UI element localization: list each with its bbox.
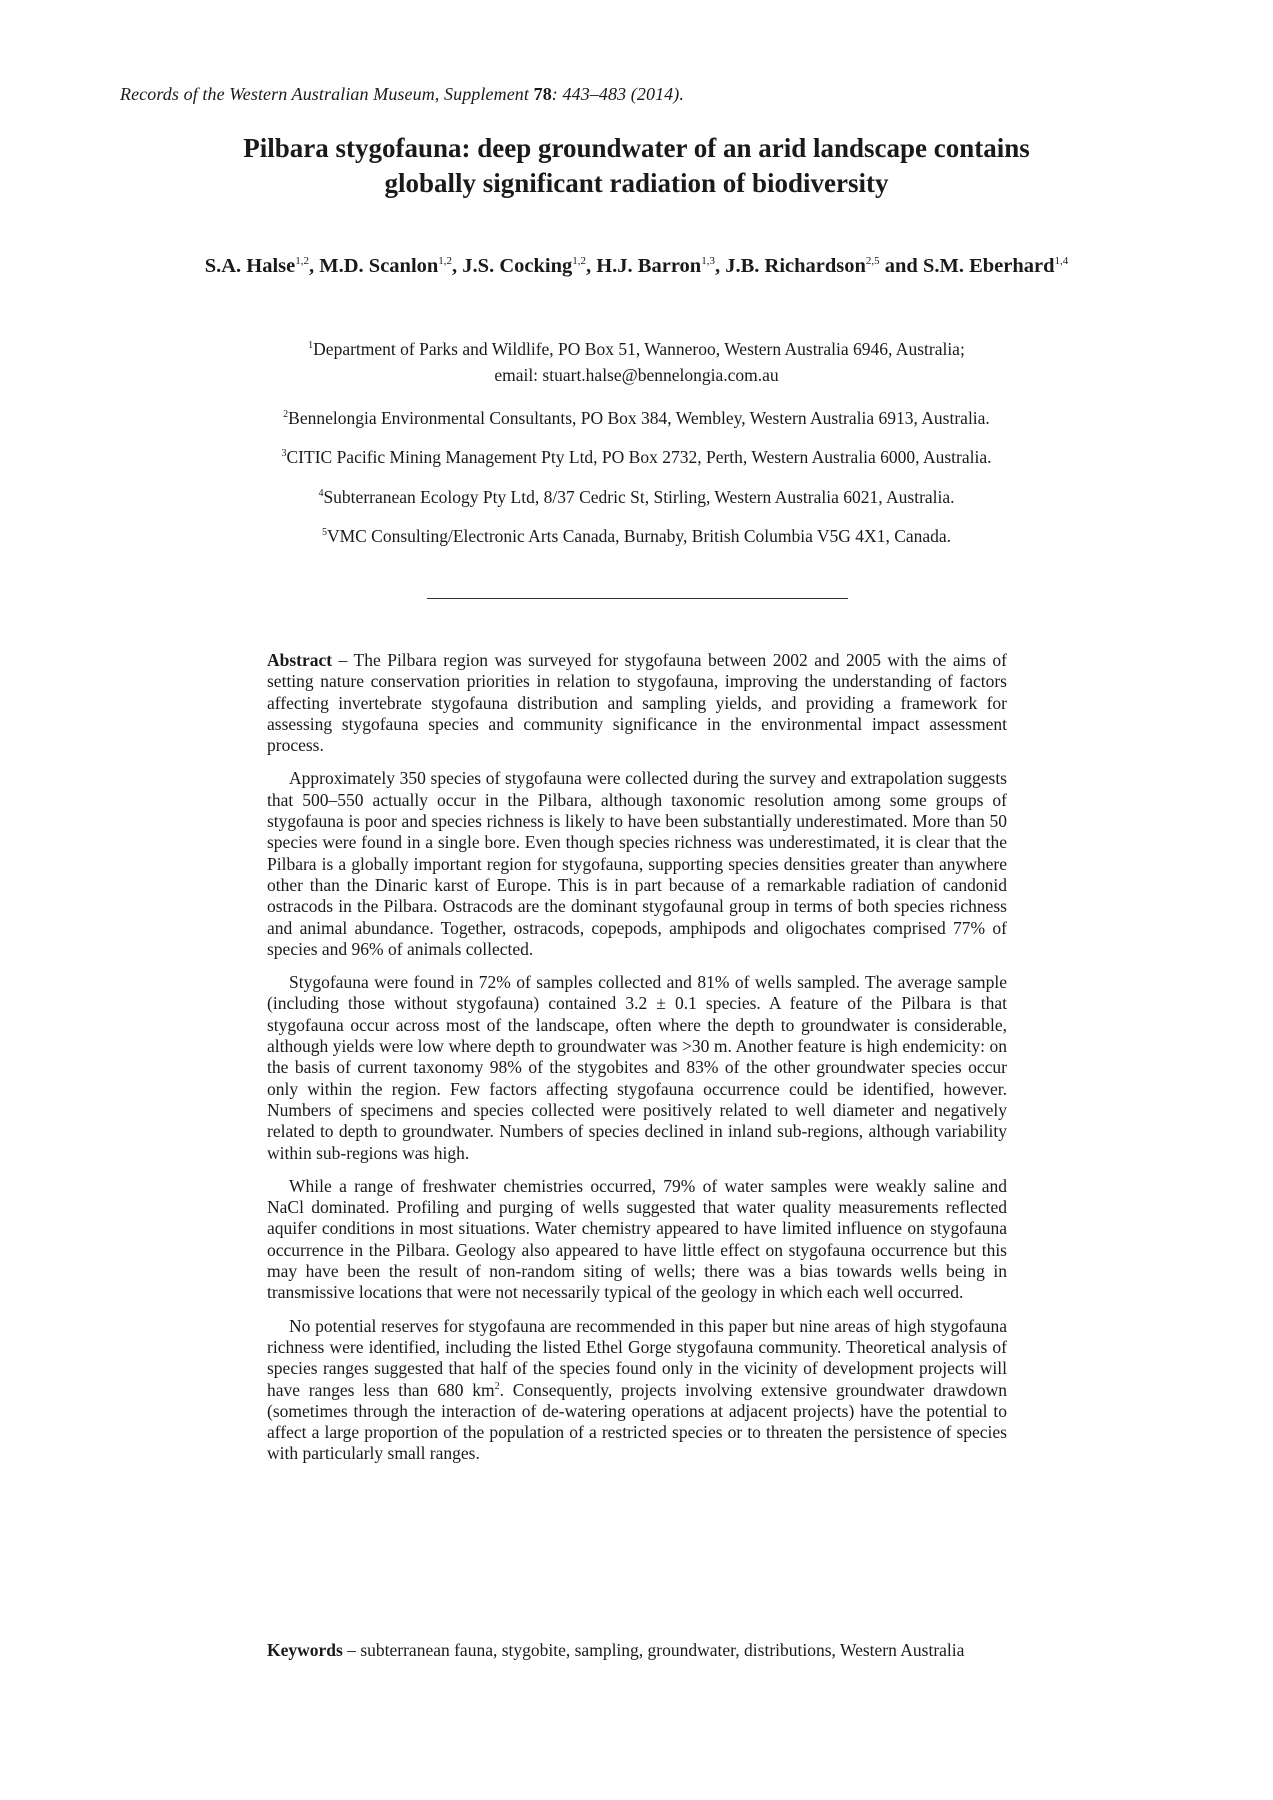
affiliation-4 [100,484,1173,510]
abstract-paragraph-3: Stygofauna were found in 72% of samples collected and 81% of wells sampled. The average sample (including those without stygofauna) contained 3.2 ± 0.1 species. A feature of the Pilbara is that stygofauna occur across most of the landscape, often where the depth to groundwater is considerable, although yields were low where depth to groundwater was >30 m. Another feature is high endemicity: on the basis of current taxonomy 98% of the stygobites and 83% of the other groundwater species occur only within the region. Few factors affecting stygofauna occurrence could be identified, however. Numbers of specimens and species collected were positively related to well diameter and negatively related to depth to groundwater. Numbers of species declined in inland sub-regions, although variability within sub-regions was high. [267,972,1007,1163]
author-separator: , [585,255,597,277]
affiliation-2 [100,405,1173,431]
section-divider [427,598,848,599]
affiliation-1 [100,336,1173,388]
author-affiliation-mark: 2,5 [865,255,880,268]
abstract-paragraph-2: Approximately 350 species of stygofauna were collected during the survey and extrapolation suggests that 500–550 actually occur in the Pilbara, although taxonomic resolution among some groups of stygofauna is poor and species richness is likely to have been substantially underestimated. More than 50 species were found in a single bore. Even though species richness was underestimated, it is clear that the Pilbara is a globally important region for stygofauna, supporting species densities greater than anywhere other than the Dinaric karst of Europe. This is in part because of a remarkable radiation of candonid ostracods in the Pilbara. Ostracods are the dominant stygofaunal group in terms of both species richness and animal abundance. Together, ostracods, copepods, amphipods and oligochates comprised 77% of species and 96% of animals collected. [267,768,1007,959]
abstract-label: Abstract [267,650,333,670]
superscript: 2 [494,1380,500,1392]
journal-pages: : 443–483 (2014). [551,84,684,104]
author-separator: , [452,255,463,277]
abstract-paragraph-1 [267,650,1007,756]
author-name: J.B. Richardson [725,255,866,277]
abstract-text: No potential reserves for stygofauna are recommended in this paper but nine areas of high stygofauna richness were identified, including the listed Ethel Gorge stygofauna community. Theoretical analysis of species ranges suggested that half of the species found only in the vicinity of development projects will have ranges less than 680 km [267,1315,1007,1400]
author-affiliation-mark: 1,2 [572,255,586,268]
affiliation-number: 2 [283,409,289,421]
affiliation-3 [100,444,1173,470]
author-name: H.J. Barron [596,255,702,277]
author-affiliation-mark: 1,2 [295,255,310,268]
abstract [267,650,1007,1477]
author-affiliation-mark: 1,2 [438,255,453,268]
paper-title-line-1: Pilbara stygofauna: deep groundwater of an arid landscape contains [243,133,1030,163]
affiliation-number: 1 [308,340,314,352]
affiliation-email: email: stuart.halse@bennelongia.com.au [494,365,779,385]
journal-name: Records of the Western Australian Museum, Supplement [120,84,534,104]
affiliation-5 [100,523,1173,549]
keywords-text: – subterranean fauna, stygobite, sampling, groundwater, distributions, Western Australia [342,1640,965,1660]
abstract-text: . Consequently, projects involving extensive groundwater drawdown (sometimes through the interaction of de-watering operations at adjacent projects) have the potential to affect a large proportion of the population of a restricted species or to threaten the persistence of species with particularly small ranges. [267,1379,1007,1464]
author-separator: , [309,255,320,277]
affiliation-text: VMC Consulting/Electronic Arts Canada, Burnaby, British Columbia V5G 4X1, Canada. [326,526,952,546]
journal-citation [120,84,684,105]
author-separator: , [714,255,726,277]
author-list [80,255,1193,278]
affiliation-text: Subterranean Ecology Pty Ltd, 8/37 Cedric St, Stirling, Western Australia 6021, Australia. [323,487,955,507]
abstract-paragraph-4: While a range of freshwater chemistries occurred, 79% of water samples were weakly saline and NaCl dominated. Profiling and purging of wells suggested that water quality measurements reflected aquifer conditions in most situations. Water chemistry appeared to have limited influence on stygofauna occurrence in the Pilbara. Geology also appeared to have little effect on stygofauna occurrence but this may have been the result of non-random siting of wells; there was a bias towards wells being in transmissive locations that were not necessarily typical of the geology in which each well occurred. [267,1175,1007,1303]
affiliation-number: 5 [321,527,327,539]
abstract-text: – The Pilbara region was surveyed for stygofauna between 2002 and 2005 with the aims of setting nature conservation priorities in relation to stygofauna, improving the understanding of factors affecting invertebrate stygofauna distribution and sampling yields, and providing a framework for assessing stygofauna species and community significance in the environmental impact assessment process. [267,650,1007,756]
abstract-paragraph-5 [267,1316,1007,1465]
author-name: S.A. Halse [204,255,296,277]
keywords-label: Keywords [267,1640,343,1660]
paper-title-line-2: globally significant radiation of biodiversity [384,168,889,198]
affiliation-number: 4 [318,488,324,500]
author-separator: and [879,255,923,277]
author-affiliation-mark: 1,3 [701,255,715,268]
journal-volume: 78 [533,84,552,104]
affiliation-text: Bennelongia Environmental Consultants, PO Box 384, Wembley, Western Australia 6913, Australia. [288,408,990,428]
affiliation-number: 3 [281,448,287,460]
paper-title [80,131,1193,201]
affiliation-text: Department of Parks and Wildlife, PO Box 51, Wanneroo, Western Australia 6946, Australia; [313,339,965,359]
author-name: J.S. Cocking [462,255,573,277]
affiliation-text: CITIC Pacific Mining Management Pty Ltd, PO Box 2732, Perth, Western Australia 6000, Australia. [286,447,992,467]
keywords [267,1639,1007,1661]
author-name: S.M. Eberhard [922,255,1055,277]
author-affiliation-mark: 1,4 [1054,255,1069,268]
author-name: M.D. Scanlon [319,255,439,277]
